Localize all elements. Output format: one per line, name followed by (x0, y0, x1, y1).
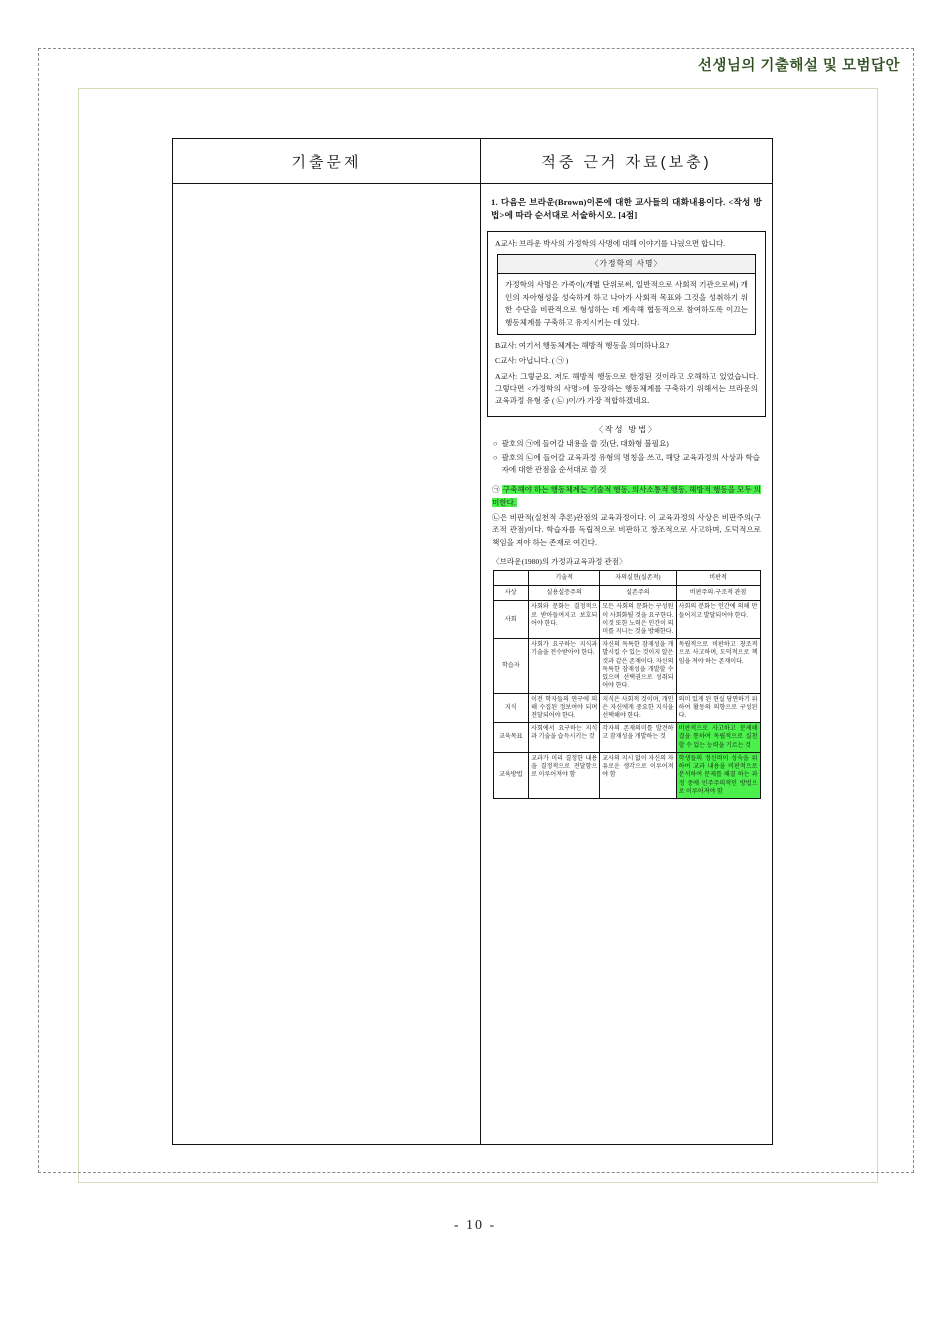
matrix-row-label: 교육방법 (493, 752, 529, 798)
dialogue-box (487, 231, 766, 417)
matrix-row (493, 752, 760, 798)
matrix-col-header-2: 비판적 (676, 570, 760, 585)
dialogue-line-b: B교사: 여기서 행동체계는 해방적 행동을 의미하나요? (495, 341, 670, 351)
mission-box (497, 254, 756, 336)
matrix-cell: 사회와 문화는 결정적으로 받아들여지고 보호되어야 한다. (529, 601, 600, 639)
table-body-row (173, 184, 773, 1145)
matrix-col-subheader-2: 비판주의·구조적 관점 (676, 586, 760, 601)
method-item-marker: ○ (493, 453, 498, 463)
matrix-col-subheader-1: 실존주의 (600, 586, 676, 601)
matrix-row (493, 639, 760, 693)
matrix-row-label: 교육목표 (493, 723, 529, 753)
matrix-col-header-0: 기술적 (529, 570, 600, 585)
matrix-corner-label: 사상 (493, 586, 529, 601)
dialogue-line-a2: A교사: 그렇군요. 저도 해방적 행동으로 한정된 것이라고 오해하고 있었습니다. 그렇다면 <가정학의 사명>에 등장하는 행동체계를 구축하기 위해서는 브라운의 교육과정 유형 중 ( ㉡ )이/가 가장 적합하겠네요. (495, 371, 758, 405)
perspective-matrix (493, 570, 761, 799)
matrix-row (493, 601, 760, 639)
matrix-cell: 사회가 요구하는 지식과 기술을 전수받아야 한다. (529, 639, 600, 693)
matrix-cell: 사회에서 요구하는 지식과 기술을 습득시키는 것 (529, 723, 600, 753)
header-cell-right: 적중 근거 자료(보충) (481, 139, 773, 184)
method-item-marker: ○ (493, 439, 498, 448)
matrix-subheader-row (493, 586, 760, 601)
method-item (493, 438, 760, 450)
table-header-row (173, 139, 773, 184)
matrix-corner (493, 570, 529, 585)
matrix-cell: 독립적으로 비판하고 창조적으로 사고하며, 도덕적으로 책임을 져야 하는 존재이다. (676, 639, 760, 693)
answer-line-1 (492, 484, 761, 509)
method-item (493, 452, 760, 476)
matrix-cell: 교사의 지시 없이 자신의 자유로운 생각으로 이루어져야 함 (600, 752, 676, 798)
matrix-cell: 지식은 사회적 것이며, 개인은 자신에게 중요한 지식을 선택해야 한다. (600, 693, 676, 723)
matrix-row-label: 학습자 (493, 639, 529, 693)
matrix-cell: 자신의 독특한 잠재성을 개발시킬 수 있는 것이지 알은 것과 같은 존재이다. 자신의 독특한 잠재성을 개발할 수 있으며 선택권으로 성취되어야 한다. (600, 639, 676, 693)
page-header-title: 선생님의 기출해설 및 모범답안 (697, 58, 900, 74)
past-question-cell (173, 184, 481, 1145)
answer-block (487, 480, 766, 553)
page-number: - 10 - (453, 1218, 497, 1233)
matrix-cell: 의미 있게 된 현실 당면하기 위하여 활동의 의향으로 구성된다. (676, 693, 760, 723)
matrix-cell: 모든 사회의 문화는 구성원이 사회화될 것을 요구한다. 이것 또한 노력은 인간이 의미를 지니는 것을 방해한다. (600, 601, 676, 639)
header-cell-left: 기출문제 (173, 139, 481, 184)
matrix-col-header-1: 자의실현(실존적) (600, 570, 676, 585)
matrix-cell: 교과가 미리 결정한 내용을 결정적으로 전달함으로 이루어져야 함 (529, 752, 600, 798)
mission-box-body: 가정학의 사명은 가족이(개별 단위로써, 일반적으로 사회적 기관으로써) 개인의 자아형성을 성숙하게 하고 나아가 사회적 목표와 그것을 성취하기 위한 수단을 비판적으로 형성하는 데 계속해 협동적으로 참여하도록 이끄는 행동체계를 구축하고 유지시키는 데 있다. (505, 280, 748, 327)
reference-material-cell (481, 184, 773, 1145)
matrix-cell-highlighted: 비판적으로 사고하고 문제해결을 통하여 독립적으로 실천할 수 있는 능력을 기르는 것 (676, 723, 760, 753)
dialogue-line-a: A교사: 브라운 박사의 가정학의 사명에 대해 이야기를 나눴으면 합니다. (495, 238, 726, 248)
method-item-text: 괄호의 ㉡에 들어갈 교육과정 유형의 명칭을 쓰고, 해당 교육과정의 사상과 학습자에 대한 관점을 순서대로 쓸 것 (501, 453, 760, 475)
matrix-row (493, 693, 760, 723)
matrix-caption: 〈브라운(1980)의 가정과교육과정 관점〉 (492, 556, 627, 566)
matrix-row-label: 지식 (493, 693, 529, 723)
matrix-cell-highlighted: 학생들의 정신력이 성숙을 위하여 교과 내용을 비판적으로 분석하여 문제를 해결 하는 과정 중에 민주주의적인 방법으로 이루어져야 함 (676, 752, 760, 798)
method-item-text: 괄호의 ㉠에 들어갈 내용을 쓸 것(단, 대화형 불필요) (501, 439, 669, 448)
matrix-cell: 각자의 존재의미를 발견하고 잠재성을 개발하는 것 (600, 723, 676, 753)
answer-highlight-1: 구축해야 하는 행동체계는 기술적 행동, 의사소통적 행동, 해방적 행동을 모두 의미한다. (492, 485, 762, 507)
method-list (487, 438, 766, 480)
matrix-row (493, 723, 760, 753)
dialogue-line-c: C교사: 아닙니다. ( ㉠ ) (495, 356, 569, 366)
matrix-cell: 사회의 분화는 인간에 의해 만들어지고 발달되어야 한다. (676, 601, 760, 639)
answer-marker-1: ㉠ (492, 485, 500, 495)
content-table (172, 138, 773, 1145)
matrix-header-row (493, 570, 760, 585)
matrix-row-label: 사회 (493, 601, 529, 639)
method-title: 〈작성 방법〉 (595, 425, 658, 434)
mission-box-title: 〈가정학의 사명〉 (498, 255, 755, 274)
answer-line-2: ㉡은 비판적(실천적 추론)관점의 교육과정이다. 이 교육과정의 사상은 비판주의(구조적 관점)이다. 학습자를 독립적으로 비판하고 창조적으로 사고하며, 도덕적으로 책임을 져야 하는 존재로 여긴다. (492, 513, 761, 547)
matrix-cell: 이전 학자들의 연구에 의해 수집된 정보여야 되며 전달되어야 한다. (529, 693, 600, 723)
matrix-col-subheader-0: 실용실증주의 (529, 586, 600, 601)
question-stem: 1. 다음은 브라운(Brown)이론에 대한 교사들의 대화내용이다. <작성 방법>에 따라 순서대로 서술하시오. [4점] (491, 197, 762, 221)
